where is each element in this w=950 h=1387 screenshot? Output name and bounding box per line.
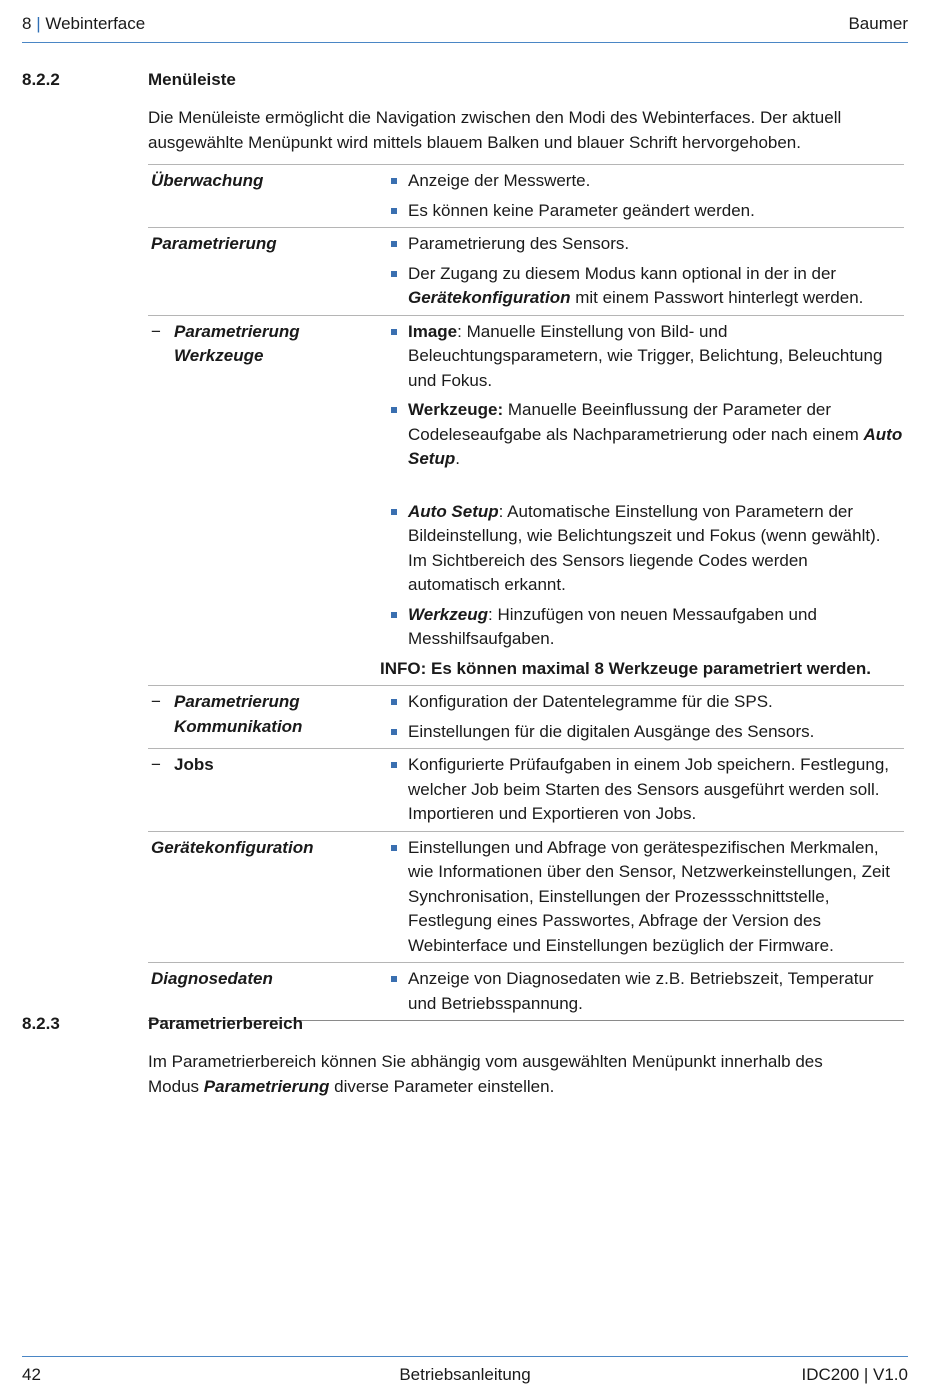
dash-marker: −: [151, 321, 161, 341]
text-run: : Hinzufügen von neuen Messaufgaben und Messhilfsaufgaben.: [408, 604, 817, 648]
term-geraetekonfiguration: Gerätekonfiguration: [148, 831, 379, 963]
text-run: Im Parametrierbereich können Sie abhängig vom ausgewählten Menüpunkt innerhalb des Modus: [148, 1052, 823, 1096]
term-text: Jobs: [174, 755, 214, 774]
text-run: diverse Parameter einstellen.: [329, 1076, 555, 1096]
list-item: Einstellungen für die digitalen Ausgänge des Sensors.: [389, 720, 904, 745]
section-number-822: 8.2.2: [22, 70, 60, 89]
section-body-823: [148, 1050, 878, 1099]
term-kommunikation: [148, 686, 379, 749]
list-item: [389, 603, 904, 652]
label-werkzeug: Werkzeug: [408, 604, 488, 624]
section-title-822: Menüleiste: [148, 70, 236, 89]
page-header: [22, 14, 908, 43]
product-version: IDC200 | V1.0: [801, 1365, 908, 1384]
text-run: : Manuelle Einstellung von Bild- und Beleuchtungsparametern, wie Trigger, Belichtung, Beleuchtung und Fokus.: [408, 321, 883, 390]
list-item: Konfigurierte Prüfaufgaben in einem Job speichern. Festlegung, welcher Job beim Starten des Sensors ausgeführt werden soll. Importieren und Exportieren von Jobs.: [389, 753, 904, 827]
list-item: [389, 320, 904, 394]
info-note: INFO: Es können maximal 8 Werkzeuge parametriert werden.: [380, 658, 871, 678]
label-image: Image: [408, 321, 458, 341]
term-werkzeuge: [148, 315, 379, 686]
list-item: Es können keine Parameter geändert werden.: [389, 199, 904, 224]
section-number-823: 8.2.3: [22, 1014, 60, 1033]
document-title: Betriebsanleitung: [399, 1365, 531, 1384]
table-row-jobs: [148, 749, 904, 832]
header-chapter: [22, 14, 145, 34]
list-item: [389, 398, 904, 472]
text-run: Manuelle Beeinflussung der Parameter der Codeleseaufgabe als Nachparametrierung oder nach einem: [408, 400, 864, 444]
term-jobs: [148, 749, 379, 832]
list-item: Einstellungen und Abfrage von gerätespezifischen Merkmalen, wie Informationen über den Sensor, Netzwerkeinstellungen, Zeit Synchronisation, Einstellungen der Prozessschnittstelle, Festlegung eines Passwortes, Abfrage der Version des Webinterface und Einstellungen bezüglich der Firmware.: [389, 836, 904, 959]
table-row-geraetekonfiguration: [148, 831, 904, 963]
section-intro-822: Die Menüleiste ermöglicht die Navigation zwischen den Modi des Webinterfaces. Der aktuell ausgewählte Menüpunkt wird mittels blauem Balken und blauer Schrift hervorgehoben.: [148, 108, 842, 152]
list-item: Anzeige der Messwerte.: [389, 169, 904, 194]
term-text: Parametrierung Werkzeuge: [174, 321, 300, 365]
term-parametrierung: Parametrierung: [148, 228, 379, 316]
page-number: 42: [22, 1365, 41, 1384]
chapter-title: Webinterface: [45, 14, 146, 33]
table-row-werkzeuge: [148, 315, 904, 686]
desc-jobs: [379, 749, 904, 832]
emphasis: Auto Setup: [408, 424, 903, 468]
emphasis: Gerätekonfiguration: [408, 288, 571, 307]
table-row-ueberwachung: [148, 165, 904, 228]
desc-diagnosedaten: [379, 963, 904, 1021]
list-item: Parametrierung des Sensors.: [389, 232, 904, 257]
text-run: Der Zugang zu diesem Modus kann optional in der in der: [408, 263, 837, 283]
header-separator: |: [36, 14, 41, 33]
term-diagnosedaten: Diagnosedaten: [148, 963, 379, 1021]
desc-parametrierung: [379, 228, 904, 316]
table-row-diagnosedaten: [148, 963, 904, 1021]
list-item: [389, 262, 904, 311]
table-row-parametrierung: [148, 228, 904, 316]
desc-werkzeuge: [379, 315, 904, 686]
spacer: [379, 472, 904, 500]
term-text: Parametrierung Kommunikation: [174, 692, 303, 736]
desc-kommunikation: [379, 686, 904, 749]
label-auto-setup: Auto Setup: [408, 501, 499, 521]
table-row-kommunikation: [148, 686, 904, 749]
text-run: mit einem Passwort hinterlegt werden.: [570, 288, 864, 307]
brand-name: Baumer: [848, 14, 908, 33]
desc-geraetekonfiguration: [379, 831, 904, 963]
menu-table: [148, 164, 904, 1021]
text-run: : Automatische Einstellung von Parametern der Bildeinstellung, wie Belichtungszeit und Fokus (wenn gewählt). Im Sichtbereich des Sensors liegende Codes werden automatisch erkannt.: [408, 501, 881, 594]
chapter-number: 8: [22, 14, 32, 33]
list-item: Konfiguration der Datentelegramme für die SPS.: [389, 690, 904, 715]
section-title-823: Parametrierbereich: [148, 1014, 303, 1033]
emphasis: Parametrierung: [203, 1076, 330, 1096]
label-werkzeuge: Werkzeuge:: [408, 400, 504, 419]
desc-ueberwachung: [379, 165, 904, 228]
dash-marker: −: [151, 755, 161, 774]
page-footer: [22, 1356, 908, 1387]
dash-marker: −: [151, 692, 161, 711]
list-item: [389, 500, 904, 598]
term-ueberwachung: Überwachung: [148, 165, 379, 228]
text-run: .: [455, 449, 460, 468]
list-item: Anzeige von Diagnosedaten wie z.B. Betriebszeit, Temperatur und Betriebsspannung.: [389, 967, 904, 1016]
